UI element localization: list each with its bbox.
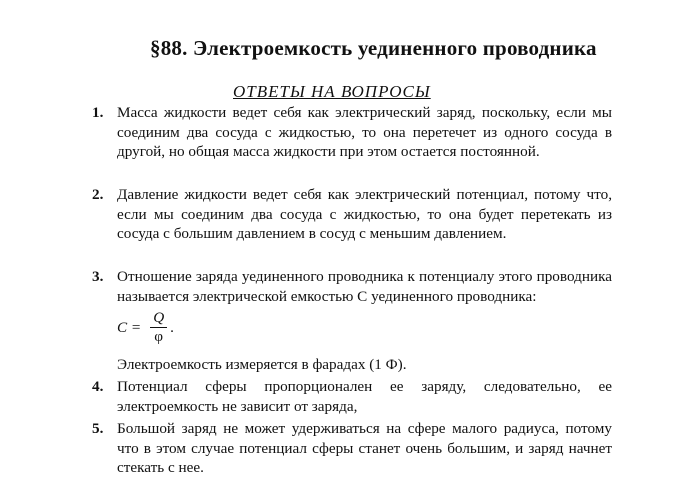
formula-tail: . <box>170 318 174 336</box>
answer-text: Большой заряд не может удерживаться на сфере малого радиуса, потому что в этом случае потенциал сферы станет очень большим, и заряд начнет стекать с нее. <box>117 420 612 476</box>
unit-statement: Электроемкость измеряется в фарадах (1 Ф). <box>117 356 407 373</box>
answer-number: 1. <box>92 104 104 121</box>
answer-text: Масса жидкости ведет себя как электрический заряд, поскольку, если мы соединим два сосуда с жидкостью, то она перетечет из одного сосуда в другой, но общая масса жидкости при этом остается постоянной. <box>117 104 612 160</box>
answer-number: 4. <box>92 378 104 395</box>
answers-heading: ОТВЕТЫ НА ВОПРОСЫ <box>233 82 431 101</box>
answer-text: Потенциал сферы пропорционален ее заряду, следовательно, ее электроемкость не зависит от заряда, <box>117 378 612 415</box>
formula-numerator: Q <box>150 309 167 328</box>
answer-number: 3. <box>92 268 104 285</box>
answer-number: 2. <box>92 186 104 203</box>
answer-item-4 <box>92 377 612 416</box>
answer-number: 5. <box>92 420 104 437</box>
formula-fraction <box>150 309 167 346</box>
answer-item-2 <box>92 185 612 244</box>
section-title: §88. Электроемкость уединенного проводника <box>150 36 597 60</box>
formula-denominator: φ <box>154 328 164 345</box>
answer-text: Отношение заряда уединенного проводника к потенциалу этого проводника называется электрической емкостью С уединенного проводника: <box>117 268 612 305</box>
formula-lhs: С = <box>117 318 142 336</box>
capacitance-formula <box>117 309 174 346</box>
answer-item-1 <box>92 103 612 162</box>
answer-item-5 <box>92 419 612 478</box>
answer-text: Давление жидкости ведет себя как электрический потенциал, потому что, если мы соединим два сосуда с жидкостью, то она будет перетекать из сосуда с большим давлением в сосуд с меньшим давлением. <box>117 186 612 242</box>
answer-item-3 <box>92 267 612 306</box>
